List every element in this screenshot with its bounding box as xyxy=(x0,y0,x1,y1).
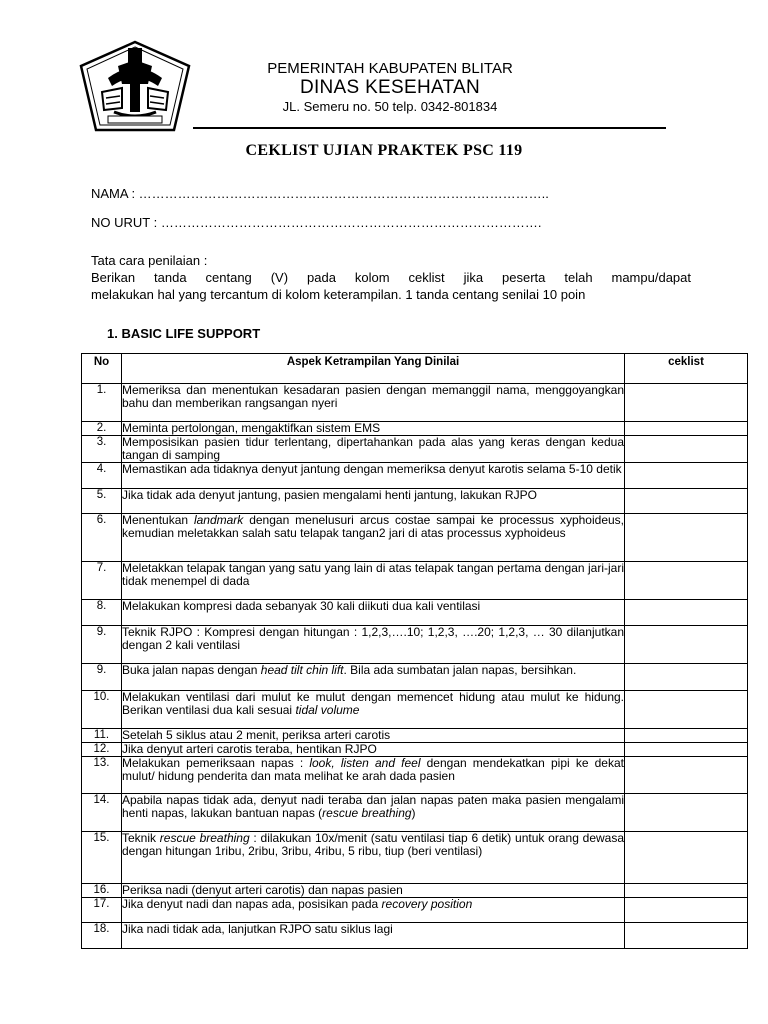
checklist-cell[interactable] xyxy=(625,626,748,664)
row-number: 12. xyxy=(82,743,122,757)
header-no: No xyxy=(82,354,122,384)
row-skill-text: Melakukan ventilasi dari mulut ke mulut dengan memencet hidung atau mulut ke hidung. Berikan ventilasi dua kali sesuai xyxy=(122,690,624,717)
table-row xyxy=(82,626,748,664)
table-header-row xyxy=(82,354,748,384)
checklist-cell[interactable] xyxy=(625,794,748,832)
row-number: 6. xyxy=(82,514,122,562)
checklist-cell[interactable] xyxy=(625,562,748,600)
checklist-cell[interactable] xyxy=(625,757,748,794)
name-field: NAMA : ………………………………………………………………………………….. xyxy=(91,186,549,201)
table-row xyxy=(82,489,748,514)
row-number: 14. xyxy=(82,794,122,832)
row-number: 10. xyxy=(82,691,122,729)
blitar-regency-logo xyxy=(78,38,192,134)
row-skill-term: rescue breathing xyxy=(159,831,250,845)
row-skill-text: dengan mendekatkan pipi ke dekat mulut/ hidung penderita dan mata melihat ke arah dada pasien xyxy=(122,756,624,783)
row-skill-term: look, listen and feel xyxy=(309,756,421,770)
row-skill-term: recovery position xyxy=(381,897,473,911)
row-skill xyxy=(122,664,625,691)
checklist-cell[interactable] xyxy=(625,422,748,436)
checklist-cell[interactable] xyxy=(625,923,748,949)
checklist-cell[interactable] xyxy=(625,600,748,626)
table-row xyxy=(82,463,748,489)
row-skill-text: Menentukan xyxy=(122,513,194,527)
row-skill xyxy=(122,794,625,832)
instructions-line-2: melakukan hal yang tercantum di kolom keterampilan. 1 tanda centang senilai 10 poin xyxy=(91,287,586,302)
table-row xyxy=(82,729,748,743)
row-number: 8. xyxy=(82,600,122,626)
table-row xyxy=(82,600,748,626)
instructions-line-1: Berikan tanda centang (V) pada kolom ceklist jika peserta telah mampu/dapat xyxy=(91,270,691,285)
row-skill-term: head tilt chin lift xyxy=(260,663,344,677)
table-row xyxy=(82,743,748,757)
row-number: 17. xyxy=(82,898,122,923)
row-skill xyxy=(122,514,625,562)
table-row xyxy=(82,884,748,898)
instructions-heading: Tata cara penilaian : xyxy=(91,253,208,268)
row-number: 1. xyxy=(82,384,122,422)
row-skill: Memastikan ada tidaknya denyut jantung dengan memeriksa denyut karotis selama 5-10 detik xyxy=(122,463,625,489)
checklist-cell[interactable] xyxy=(625,436,748,463)
checklist-cell[interactable] xyxy=(625,691,748,729)
row-number: 11. xyxy=(82,729,122,743)
row-skill: Memeriksa dan menentukan kesadaran pasien dengan memanggil nama, menggoyangkan bahu dan memberikan rangsangan nyeri xyxy=(122,384,625,422)
row-number: 16. xyxy=(82,884,122,898)
letterhead-divider xyxy=(193,127,666,129)
row-skill-text: Melakukan pemeriksaan napas : xyxy=(122,756,310,770)
table-row xyxy=(82,832,748,884)
row-number: 7. xyxy=(82,562,122,600)
row-skill: Periksa nadi (denyut arteri carotis) dan napas pasien xyxy=(122,884,625,898)
row-skill xyxy=(122,757,625,794)
row-skill: Meminta pertolongan, mengaktifkan sistem EMS xyxy=(122,422,625,436)
checklist-cell[interactable] xyxy=(625,463,748,489)
assessment-instructions xyxy=(91,252,691,303)
row-number: 4. xyxy=(82,463,122,489)
checklist-cell[interactable] xyxy=(625,832,748,884)
row-number: 13. xyxy=(82,757,122,794)
table-row xyxy=(82,436,748,463)
checklist-cell[interactable] xyxy=(625,514,748,562)
row-skill-text: Teknik xyxy=(122,831,160,845)
document-title: CEKLIST UJIAN PRAKTEK PSC 119 xyxy=(245,142,523,159)
checklist-cell[interactable] xyxy=(625,489,748,514)
row-skill: Meletakkan telapak tangan yang satu yang lain di atas telapak tangan pertama dengan jari-jari tidak menempel di dada xyxy=(122,562,625,600)
row-skill: Setelah 5 siklus atau 2 menit, periksa arteri carotis xyxy=(122,729,625,743)
table-row xyxy=(82,757,748,794)
section-heading: 1. BASIC LIFE SUPPORT xyxy=(107,326,261,341)
letterhead-government: PEMERINTAH KABUPATEN BLITAR xyxy=(267,60,513,77)
row-skill: Jika tidak ada denyut jantung, pasien mengalami henti jantung, lakukan RJPO xyxy=(122,489,625,514)
table-row xyxy=(82,562,748,600)
row-skill-term: landmark xyxy=(193,513,244,527)
row-skill-text: : dilakukan 10x/menit (satu ventilasi tiap 6 detik) untuk orang dewasa dengan hitungan 1ribu, 2ribu, 3ribu, 4ribu, 5 ribu, tiup (beri ventilasi) xyxy=(122,831,625,858)
row-number: 15. xyxy=(82,832,122,884)
row-number: 2. xyxy=(82,422,122,436)
row-number: 9. xyxy=(82,626,122,664)
table-row xyxy=(82,664,748,691)
letterhead-address: JL. Semeru no. 50 telp. 0342-801834 xyxy=(282,99,498,114)
row-skill-text: Buka jalan napas dengan xyxy=(122,663,261,677)
row-skill-term: tidal volume xyxy=(295,703,360,717)
checklist-cell[interactable] xyxy=(625,743,748,757)
row-skill: Teknik RJPO : Kompresi dengan hitungan : 1,2,3,….10; 1,2,3, ….20; 1,2,3, … 30 dilanjutkan dengan 2 kali ventilasi xyxy=(122,626,625,664)
row-number: 3. xyxy=(82,436,122,463)
sequence-number-field: NO URUT : ……………………………………………………………………………. xyxy=(91,215,542,230)
row-number: 5. xyxy=(82,489,122,514)
checklist-table xyxy=(81,353,748,949)
row-skill: Melakukan kompresi dada sebanyak 30 kali diikuti dua kali ventilasi xyxy=(122,600,625,626)
checklist-cell[interactable] xyxy=(625,884,748,898)
row-skill: Memposisikan pasien tidur terlentang, dipertahankan pada alas yang keras dengan kedua tangan di samping xyxy=(122,435,624,462)
row-skill xyxy=(122,898,625,923)
row-number: 9. xyxy=(82,664,122,691)
row-skill xyxy=(122,691,625,729)
header-aspect: Aspek Ketrampilan Yang Dinilai xyxy=(122,354,625,384)
header-checklist: ceklist xyxy=(625,354,748,384)
table-row xyxy=(82,898,748,923)
letterhead-department: DINAS KESEHATAN xyxy=(299,77,481,98)
row-skill: Jika denyut arteri carotis teraba, hentikan RJPO xyxy=(122,743,625,757)
table-row xyxy=(82,514,748,562)
checklist-cell[interactable] xyxy=(625,664,748,691)
checklist-cell[interactable] xyxy=(625,898,748,923)
row-skill xyxy=(122,832,625,884)
row-skill: Jika nadi tidak ada, lanjutkan RJPO satu siklus lagi xyxy=(122,923,625,949)
row-skill-text: Jika denyut nadi dan napas ada, posisikan pada xyxy=(122,897,382,911)
table-row xyxy=(82,794,748,832)
row-skill-text: Apabila napas tidak ada, denyut nadi teraba dan jalan napas paten maka pasien mengalami henti napas, lakukan bantuan napas ( xyxy=(122,793,624,820)
table-row xyxy=(82,691,748,729)
table-row xyxy=(82,923,748,949)
row-skill-text: ) xyxy=(411,806,416,820)
row-number: 18. xyxy=(82,923,122,949)
checklist-cell[interactable] xyxy=(625,384,748,422)
row-skill-text: . Bila ada sumbatan jalan napas, bersihkan. xyxy=(343,663,577,677)
row-skill-text: dengan menelusuri arcus costae sampai ke processus xyphoideus, kemudian meletakkan salah satu telapak tangan2 jari di atas processus xyphoideus xyxy=(122,513,624,540)
checklist-cell[interactable] xyxy=(625,729,748,743)
row-skill-term: rescue breathing xyxy=(322,806,412,820)
table-row xyxy=(82,422,748,436)
table-row xyxy=(82,384,748,422)
